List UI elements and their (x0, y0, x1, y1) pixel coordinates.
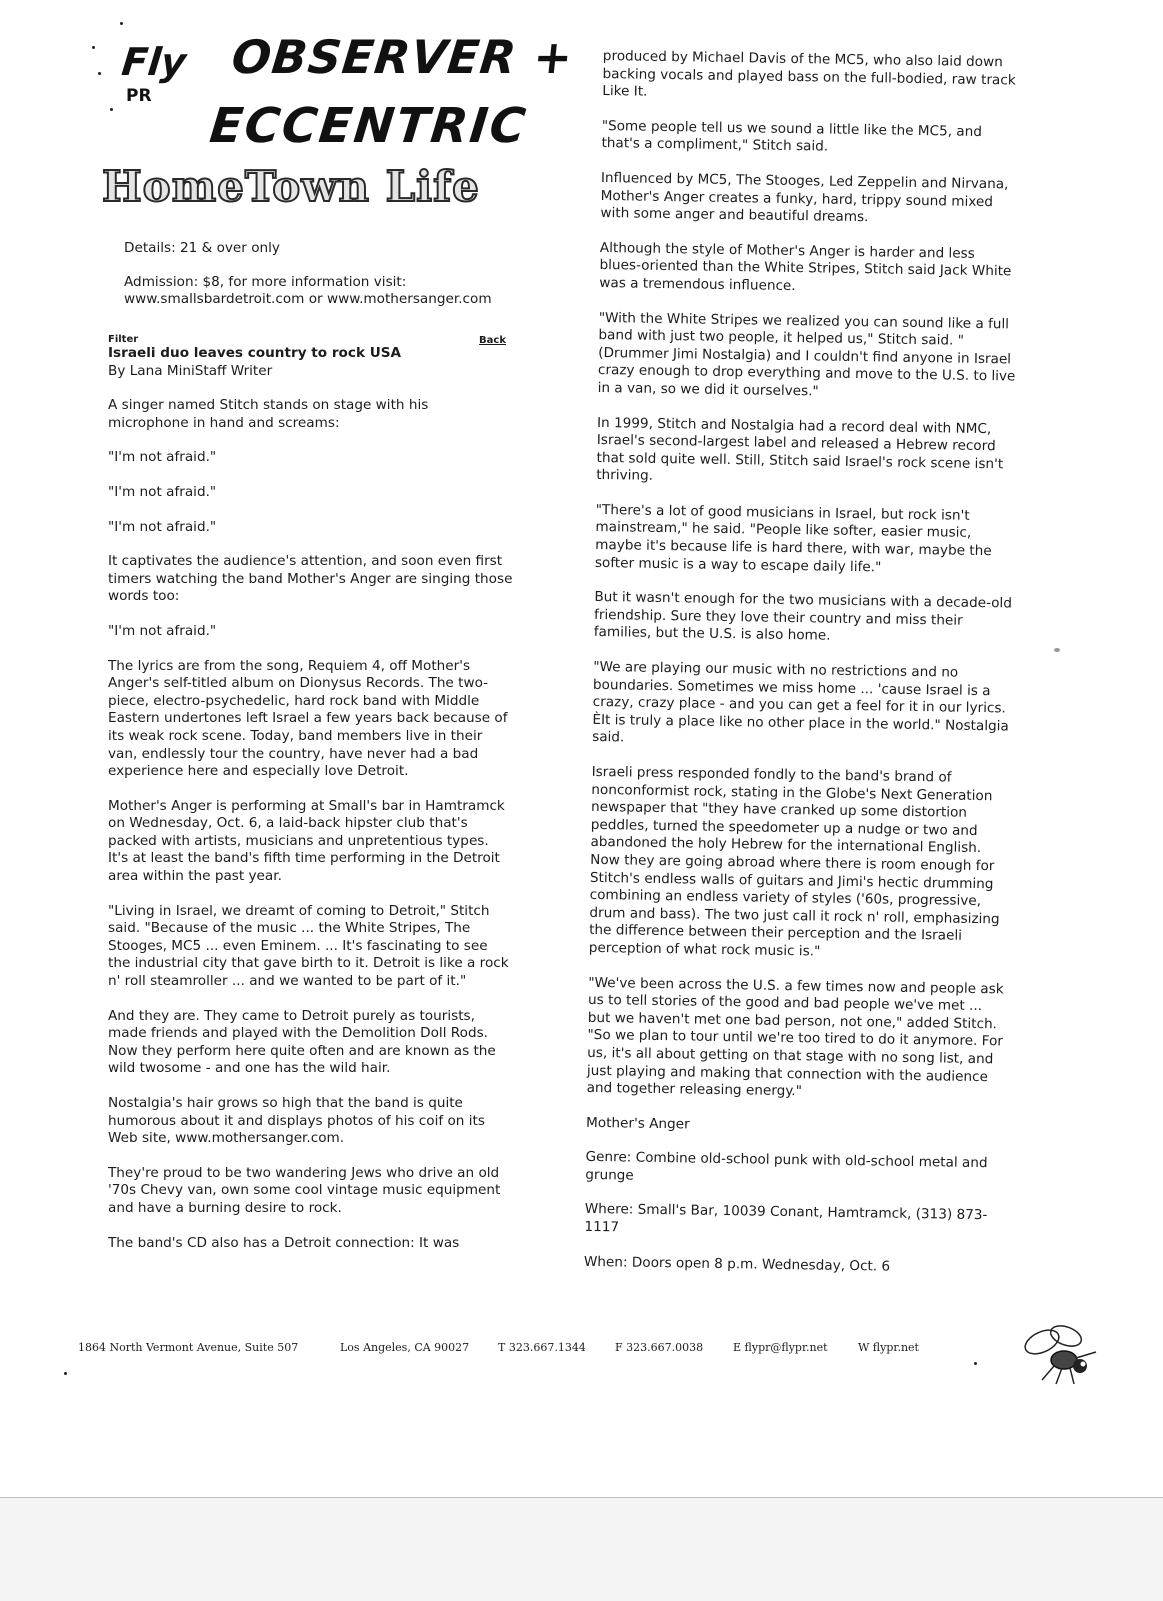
event-details (124, 240, 524, 325)
article-paragraph: "There's a lot of good musicians in Israel, but rock isn't mainstream," he said. "People like softer, easier music, maybe it's because life is hard there, with war, maybe the softer music is a way to escape daily life." (594, 501, 992, 576)
scanner-bed-edge (0, 1497, 1163, 1601)
article-paragraph: It captivates the audience's attention, and soon even first timers watching the band Mother's Anger are singing those words too: (108, 553, 513, 605)
footer-city: Los Angeles, CA 90027 (340, 1341, 470, 1354)
article-paragraph: Nostalgia's hair grows so high that the band is quite humorous about it and displays photos of his coif on its Web site, www.mothersanger.com. (108, 1095, 485, 1147)
footer-address: 1864 North Vermont Avenue, Suite 507 (78, 1341, 299, 1354)
article-paragraph: The band's CD also has a Detroit connection: It was (108, 1234, 460, 1251)
footer-fax: F 323.667.0038 (615, 1341, 704, 1354)
fly-icon (1020, 1322, 1102, 1388)
article-paragraph: The lyrics are from the song, Requiem 4, off Mother's Anger's self-titled album on Dionysus Records. The two-piece, electro-psychedelic, hard rock band with Middle Eastern undertones left Israel a few years back because of its weak rock scene. Today, band members live in their van, endlessly tour the country, have never had a bad experience here and especially love Detroit. (108, 657, 508, 780)
article-paragraph: Where: Small's Bar, 10039 Conant, Hamtramck, (313) 873-1117 (584, 1201, 988, 1236)
article-paragraph: In 1999, Stitch and Nostalgia had a record deal with NMC, Israel's second-largest label and released a Hebrew record that sold quite well. Still, Stitch said Israel's rock scene isn't thriving. (596, 414, 1004, 485)
filter-label: Filter (108, 334, 139, 345)
publication-masthead: HomeTown Life (102, 162, 480, 211)
article-paragraph: Genre: Combine old-school punk with old-school metal and grunge (585, 1149, 988, 1184)
article-paragraph: Mother's Anger is performing at Small's bar in Hamtramck on Wednesday, Oct. 6, a laid-back hipster club that's packed with artists, musicians and unpretentious types. It's at least the band's fifth time performing in the Detroit area within the past year. (108, 797, 505, 885)
article-headline: Israeli duo leaves country to rock USA (108, 345, 402, 361)
article-paragraph: They're proud to be two wandering Jews who drive an old '70s Chevy van, own some cool vintage music equipment and have a burning desire to rock. (108, 1164, 501, 1216)
article-paragraph: And they are. They came to Detroit purely as tourists, made friends and played with the Demolition Doll Rods. Now they perform here quite often and are known as the wild twosome - and one has the wild hair. (108, 1007, 496, 1077)
scan-speck (1054, 648, 1060, 652)
scan-speck (64, 1372, 67, 1375)
footer-email[interactable]: E flypr@flypr.net (733, 1341, 828, 1354)
article-paragraph: "We are playing our music with no restrictions and no boundaries. Sometimes we miss home ... 'cause Israel is a crazy, crazy place - and you can get a feel for it in our lyrics. ÈIt is truly a place like no other place in the world." Nostalgia said. (592, 658, 1009, 746)
footer-phone: T 323.667.1344 (498, 1341, 586, 1354)
article-paragraph: Influenced by MC5, The Stooges, Led Zeppelin and Nirvana, Mother's Anger creates a funky, hard, trippy sound mixed with some anger and beautiful dreams. (600, 169, 1009, 226)
article-paragraph: produced by Michael Davis of the MC5, who also laid down backing vocals and played bass on the full-bodied, raw track Like It. (602, 48, 1016, 100)
right-paragraphs (584, 48, 1021, 1278)
scan-speck (110, 108, 113, 111)
fly-pr-logo-pr: PR (126, 86, 152, 106)
article-paragraph: "I'm not afraid." (108, 518, 217, 535)
back-link[interactable]: Back (479, 335, 506, 346)
fly-pr-logo-fly: Fly (119, 40, 189, 84)
article-paragraph: Mother's Anger (585, 1114, 690, 1133)
article-paragraph: Israeli press responded fondly to the band's brand of nonconformist rock, stating in the Globe's Next Generation newspaper that "they have cranked up some distortion peddles, turned the speedometer up a nudge or two and abandoned the holy Hebrew for the international English. Now they are going abroad where there is room enough for Stitch's endless walls of guitars and Jimi's hectic drumming combining an endless variety of styles ('60s, progressive, drum and bass). The two just call it rock n' roll, emphasizing the difference between their perception and the Israeli perception of what rock music is." (588, 763, 1000, 960)
handwritten-note-line1: OBSERVER + (229, 30, 576, 84)
letterhead-footer (78, 1341, 958, 1361)
scan-speck (974, 1362, 977, 1365)
article-paragraph: A singer named Stitch stands on stage with his microphone in hand and screams: (108, 397, 429, 431)
article-column-left (108, 345, 513, 1269)
article-paragraph: "Some people tell us we sound a little like the MC5, and that's a compliment," Stitch said. (601, 117, 983, 155)
article-paragraph: "I'm not afraid." (108, 622, 217, 639)
article-paragraph: "We've been across the U.S. a few times now and people ask us to tell stories of the good and bad people we've met ... but we haven't met one bad person, not one," added Stitch. "So we plan to tour until we're too tired to do it anymore. For us, it's all about getting on that stage with no song list, and just playing and making that connection with the audience and together releasing energy." (586, 974, 1004, 1100)
article-paragraph: "I'm not afraid." (108, 449, 217, 466)
article-paragraph: But it wasn't enough for the two musicians with a decade-old friendship. Sure they love their country and miss their families, but the U.S. is also home. (593, 589, 1013, 645)
article-paragraph: When: Doors open 8 p.m. Wednesday, Oct. 6 (583, 1253, 891, 1275)
article-paragraph: "With the White Stripes we realized you can sound like a full band with just two people, it helped us," Stitch said. "(Drummer Jimi Nostalgia) and I couldn't find anyone in Israel crazy enough to drop everything and move to the U.S. to live in a van, so we did it ourselves." (597, 309, 1016, 400)
article-byline: By Lana MiniStaff Writer (108, 362, 273, 379)
article-paragraph: "Living in Israel, we dreamt of coming to Detroit," Stitch said. "Because of the music ... the White Stripes, The Stooges, MC5 ... even Eminem. ... It's fascinating to see the industrial city that gave birth to it. Detroit is like a rock n' roll steamroller ... and we wanted to be part of it." (108, 902, 509, 990)
scan-speck (98, 72, 101, 75)
details-age: Details: 21 & over only (124, 240, 280, 256)
article-paragraph: "I'm not afraid." (108, 483, 217, 500)
handwritten-note-line2: ECCENTRIC (207, 98, 530, 154)
article-paragraph: Although the style of Mother's Anger is harder and less blues-oriented than the White Stripes, Stitch said Jack White was a tremendous influence. (599, 239, 1012, 294)
article-column-right (584, 48, 1021, 1295)
scan-speck (92, 46, 95, 49)
footer-web[interactable]: W flypr.net (858, 1341, 919, 1354)
details-admission: Admission: $8, for more information visit: www.smallsbardetroit.com or www.mothersanger.com (124, 273, 492, 308)
left-paragraphs (108, 397, 513, 1252)
scan-speck (120, 22, 123, 25)
